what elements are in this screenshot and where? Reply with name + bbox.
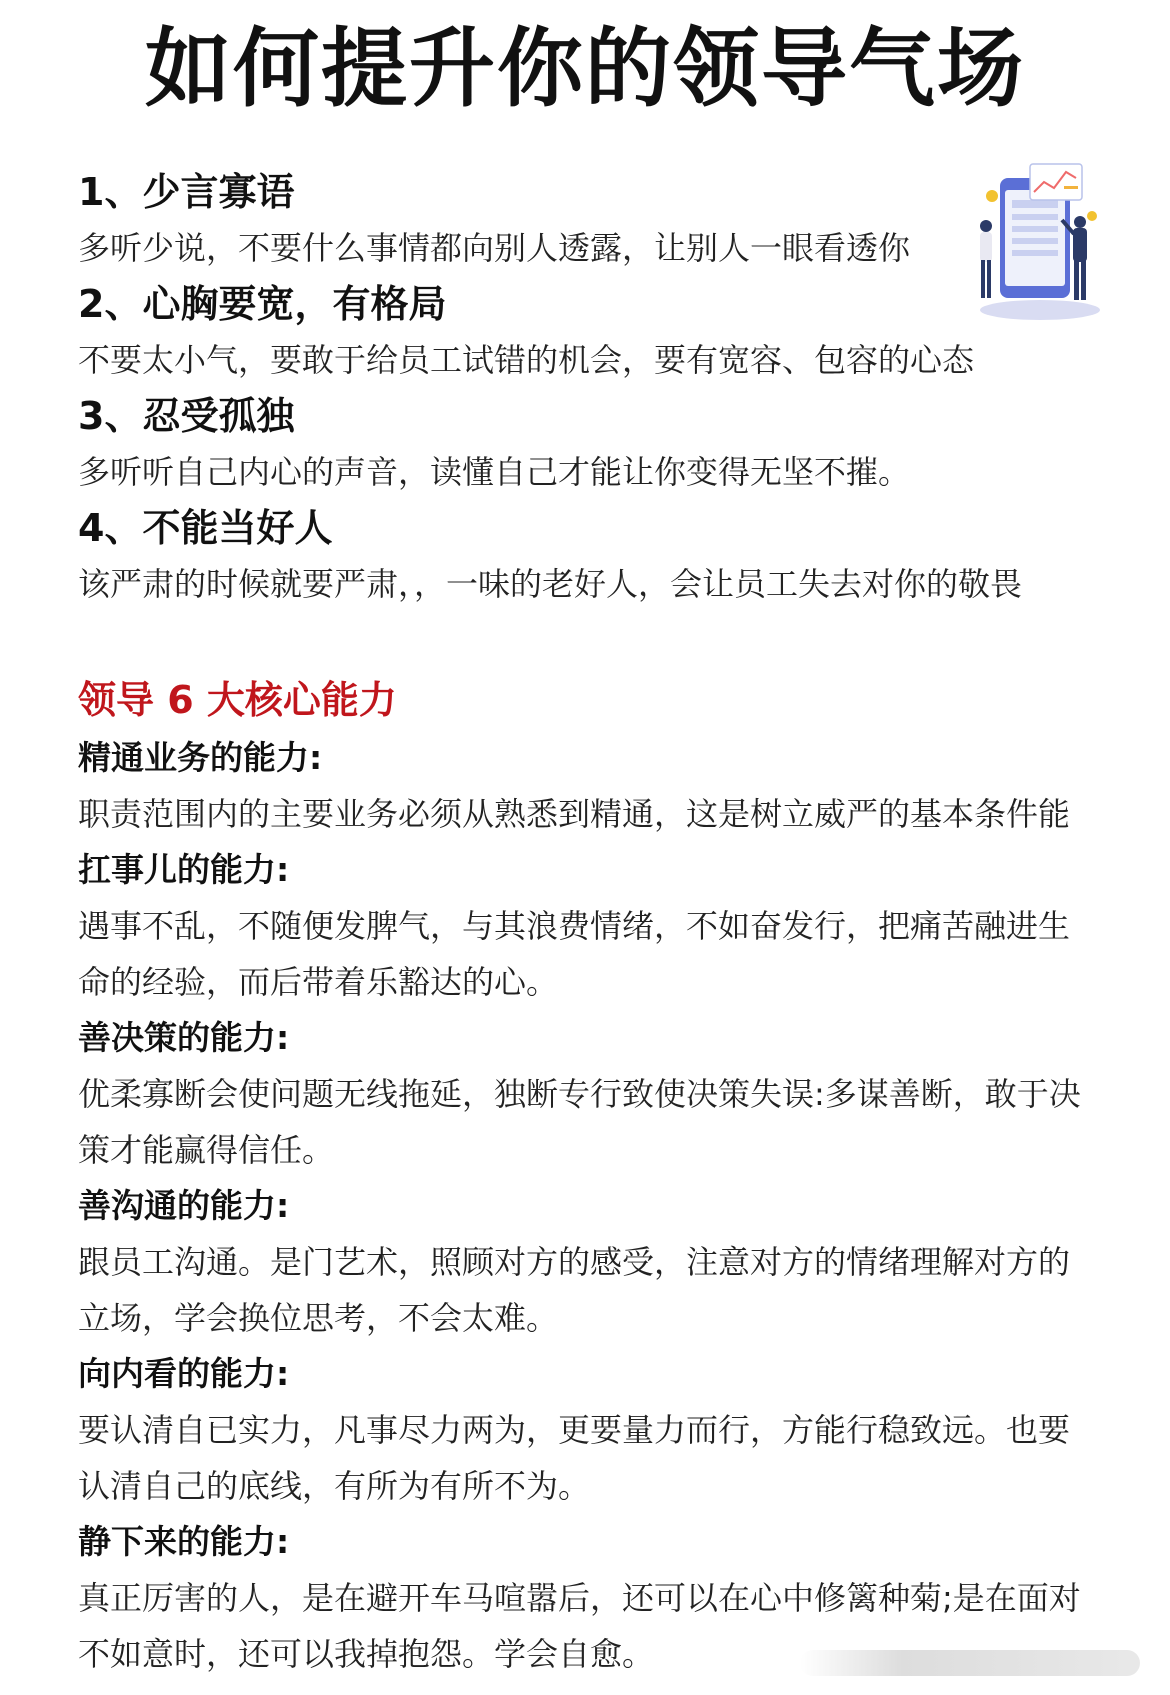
- business-dashboard-illustration-icon: [970, 160, 1110, 325]
- tip-body: 多听少说，不要什么事情都向别人透露，让别人一眼看透你: [78, 229, 911, 267]
- tip-heading: 3、忍受孤独: [78, 394, 295, 438]
- ability-heading: 向内看的能力:: [78, 1354, 290, 1393]
- tip-item: [78, 388, 978, 500]
- ability-heading: 静下来的能力:: [78, 1522, 290, 1561]
- tip-item: [78, 500, 1023, 612]
- ability-line: 认清自己的底线，有所为有所不为。: [78, 1467, 591, 1505]
- ability-line: 真正厉害的人，是在避开车马喧嚣后，还可以在心中修篱种菊;是在面对: [78, 1579, 1081, 1617]
- tips-list: [78, 164, 1023, 612]
- tip-item: [78, 276, 978, 388]
- section-title: 领导 6 大核心能力: [78, 678, 397, 722]
- page-title: 如何提升你的领导气场: [145, 19, 1025, 119]
- tip-heading: 4、不能当好人: [78, 506, 333, 550]
- ability-line: 跟员工沟通。是门艺术，照顾对方的感受，注意对方的情绪理解对方的: [78, 1243, 1071, 1281]
- illustration-svg: [970, 160, 1110, 325]
- ability-heading: 善沟通的能力:: [78, 1186, 290, 1225]
- ability-line: 立场，学会换位思考，不会太难。: [78, 1299, 559, 1337]
- core-abilities-section: [78, 672, 1098, 1682]
- tip-body: 该严肃的时候就要严肃，，一味的老好人，会让员工失去对你的敬畏: [78, 565, 1023, 603]
- ability-item: [78, 1010, 1098, 1178]
- ability-line: 优柔寡断会使问题无线拖延，独断专行致使决策失误:多谋善断，敢于决: [78, 1075, 1081, 1113]
- tip-body: 多听听自己内心的声音，读懂自己才能让你变得无坚不摧。: [78, 453, 911, 491]
- ability-line: 不如意时，还可以我掉抱怨。学会自愈。: [78, 1635, 655, 1673]
- ability-line: 职责范围内的主要业务必须从熟悉到精通，这是树立威严的基本条件能: [78, 795, 1071, 833]
- ability-heading: 精通业务的能力:: [78, 738, 323, 777]
- ability-item: [78, 730, 1098, 842]
- tip-heading: 2、心胸要宽，有格局: [78, 282, 447, 326]
- ability-item: [78, 1346, 1098, 1514]
- tip-heading: 1、少言寡语: [78, 170, 295, 214]
- blurred-watermark: [800, 1650, 1140, 1676]
- ability-line: 策才能赢得信任。: [78, 1131, 335, 1169]
- ability-heading: 善决策的能力:: [78, 1018, 290, 1057]
- tip-item: [78, 164, 978, 276]
- ability-line: 命的经验，而后带着乐豁达的心。: [78, 963, 559, 1001]
- ability-heading: 扛事儿的能力:: [78, 850, 290, 889]
- ability-item: [78, 842, 1098, 1010]
- ability-item: [78, 1178, 1098, 1346]
- ability-line: 遇事不乱，不随便发脾气，与其浪费情绪，不如奋发行，把痛苦融进生: [78, 907, 1071, 945]
- ability-line: 要认清自已实力，凡事尽力两为，更要量力而行，方能行稳致远。也要: [78, 1411, 1071, 1449]
- tip-body: 不要太小气，要敢于给员工试错的机会，要有宽容、包容的心态: [78, 341, 975, 379]
